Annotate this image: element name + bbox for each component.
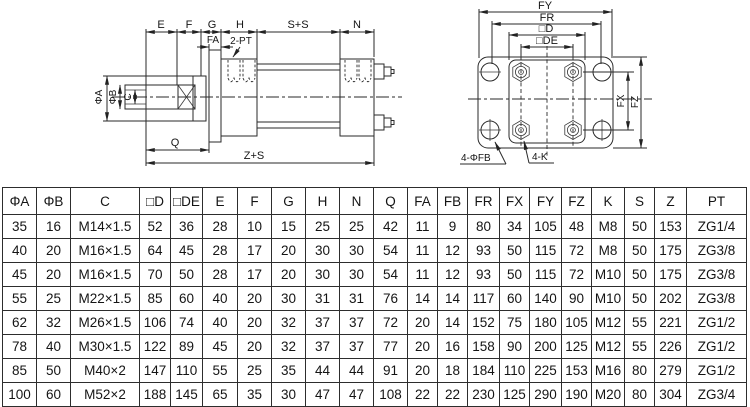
dim-label-phi-b: ΦB (108, 89, 119, 105)
table-cell: 90 (500, 335, 530, 359)
column-header: E (203, 188, 238, 215)
table-cell: 70 (140, 263, 171, 287)
table-cell: 16 (438, 335, 468, 359)
table-cell: 20 (37, 263, 71, 287)
table-cell: 12 (438, 263, 468, 287)
column-header: FY (530, 188, 562, 215)
table-cell: 158 (468, 335, 500, 359)
table-cell: 40 (37, 335, 71, 359)
column-header: FR (468, 188, 500, 215)
front-flange-plate (209, 50, 221, 142)
dim-label-ss: S+S (287, 19, 309, 31)
table-cell: 55 (3, 287, 37, 311)
column-header: FX (500, 188, 530, 215)
table-cell: 93 (468, 239, 500, 263)
table-cell: 32 (272, 311, 306, 335)
column-header: □D (140, 188, 171, 215)
table-cell: 145 (171, 383, 203, 407)
table-cell: 72 (562, 263, 592, 287)
table-cell: 20 (272, 239, 306, 263)
table-row (3, 311, 747, 335)
table-cell: 72 (562, 239, 592, 263)
table-cell: 11 (408, 215, 438, 239)
table-cell: 47 (306, 383, 340, 407)
table-cell: 225 (530, 359, 562, 383)
table-cell: 290 (530, 383, 562, 407)
table-cell: ZG3/4 (687, 383, 747, 407)
table-cell: 47 (340, 383, 374, 407)
table-cell: 18 (438, 359, 468, 383)
table-cell: 108 (374, 383, 408, 407)
table-cell: ZG1/2 (687, 335, 747, 359)
dim-label-d: □D (538, 23, 554, 35)
table-cell: 40 (203, 287, 238, 311)
table-cell: 75 (500, 311, 530, 335)
table-row (3, 335, 747, 359)
table-cell: 122 (140, 335, 171, 359)
table-cell: M22×1.5 (71, 287, 140, 311)
table-cell: M30×1.5 (71, 335, 140, 359)
table-cell: 50 (625, 239, 655, 263)
table-cell: 85 (140, 287, 171, 311)
table-cell: 45 (171, 239, 203, 263)
table-cell: 9 (438, 215, 468, 239)
table-cell: 50 (500, 239, 530, 263)
table-cell: 55 (625, 311, 655, 335)
table-cell: 226 (655, 335, 687, 359)
table-cell: M16×1.5 (71, 239, 140, 263)
table-cell: 14 (408, 287, 438, 311)
table-cell: 20 (408, 335, 438, 359)
corner-holes (479, 63, 611, 141)
column-header: G (272, 188, 306, 215)
table-cell: 74 (171, 311, 203, 335)
table-cell: 140 (530, 287, 562, 311)
table-cell: M12 (592, 311, 625, 335)
table-cell: 90 (562, 287, 592, 311)
table-cell: 25 (238, 359, 272, 383)
cylinder-side-view (94, 19, 402, 166)
column-header: H (306, 188, 340, 215)
table-cell: 40 (3, 239, 37, 263)
table-cell: 45 (203, 335, 238, 359)
fa-dimension (197, 35, 233, 50)
table-cell: M10 (592, 287, 625, 311)
column-header: □DE (171, 188, 203, 215)
table-cell: 117 (468, 287, 500, 311)
table-cell: 20 (272, 263, 306, 287)
dim-label-g: G (207, 19, 217, 31)
table-cell: 50 (625, 215, 655, 239)
dim-label-phi-a: ΦA (94, 89, 105, 105)
table-cell: 25 (306, 215, 340, 239)
table-cell: 35 (238, 383, 272, 407)
table-cell: 55 (625, 335, 655, 359)
table-cell: 44 (306, 359, 340, 383)
table-cell: 100 (3, 383, 37, 407)
table-cell: M8 (592, 215, 625, 239)
table-cell: 40 (203, 311, 238, 335)
table-cell: M14×1.5 (71, 215, 140, 239)
table-cell: M10 (592, 263, 625, 287)
table-cell: 50 (625, 287, 655, 311)
table-cell: 11 (408, 263, 438, 287)
table-cell: 110 (500, 359, 530, 383)
column-header: F (238, 188, 272, 215)
table-cell: 15 (272, 215, 306, 239)
table-cell: 175 (655, 239, 687, 263)
table-cell: ZG3/8 (687, 287, 747, 311)
table-cell: ZG3/8 (687, 263, 747, 287)
table-cell: 80 (625, 383, 655, 407)
table-row (3, 215, 747, 239)
table-cell: 77 (374, 335, 408, 359)
column-header: FZ (562, 188, 592, 215)
table-cell: 22 (438, 383, 468, 407)
bottom-dimensions (146, 136, 374, 166)
table-row (3, 383, 747, 407)
dim-label-fx: FX (616, 94, 627, 108)
table-cell: 221 (655, 311, 687, 335)
table-cell: 20 (408, 311, 438, 335)
table-cell: 80 (468, 215, 500, 239)
table-cell: 106 (140, 311, 171, 335)
dim-label-e: E (157, 19, 165, 31)
table-cell: 202 (655, 287, 687, 311)
table-cell: 62 (3, 311, 37, 335)
dim-label-fa: FA (206, 35, 220, 46)
table-cell: 76 (374, 287, 408, 311)
table-cell: 37 (306, 311, 340, 335)
table-cell: 125 (562, 335, 592, 359)
table-cell: 190 (562, 383, 592, 407)
table-cell: 91 (374, 359, 408, 383)
table-cell: 110 (171, 359, 203, 383)
table-cell: 35 (272, 359, 306, 383)
table-cell: 32 (272, 335, 306, 359)
table-cell: 147 (140, 359, 171, 383)
table-cell: 93 (468, 263, 500, 287)
dim-label-2pt: 2-PT (230, 36, 252, 47)
table-cell: 200 (530, 335, 562, 359)
head-cap (221, 59, 257, 136)
table-cell: 20 (238, 335, 272, 359)
column-header: Z (655, 188, 687, 215)
table-cell: 50 (500, 263, 530, 287)
table-cell: 184 (468, 359, 500, 383)
rear-port (345, 60, 371, 82)
table-cell: ZG1/2 (687, 359, 747, 383)
table-cell: 30 (340, 263, 374, 287)
table-cell: 35 (3, 215, 37, 239)
table-cell: 85 (3, 359, 37, 383)
table-cell: 80 (625, 359, 655, 383)
table-cell: 12 (438, 239, 468, 263)
table-cell: 45 (3, 263, 37, 287)
table-row (3, 239, 747, 263)
table-cell: 60 (500, 287, 530, 311)
column-header: Q (374, 188, 408, 215)
hole-callouts (460, 141, 554, 164)
dim-label-f: F (185, 19, 193, 31)
table-cell: 32 (37, 311, 71, 335)
engineering-drawing (0, 0, 750, 186)
table-cell: 152 (468, 311, 500, 335)
table-cell: 105 (530, 215, 562, 239)
table-cell: M52×2 (71, 383, 140, 407)
dim-label-n: N (353, 19, 361, 31)
table-cell: M16×1.5 (71, 263, 140, 287)
column-header: K (592, 188, 625, 215)
dim-label-c: C (123, 93, 134, 101)
table-cell: 230 (468, 383, 500, 407)
dim-label-fr: FR (539, 12, 555, 24)
table-cell: 20 (37, 239, 71, 263)
table-cell: 180 (530, 311, 562, 335)
table-cell: 22 (408, 383, 438, 407)
column-header: C (71, 188, 140, 215)
table-cell: 37 (340, 335, 374, 359)
table-cell: 31 (340, 287, 374, 311)
table-cell: 48 (562, 215, 592, 239)
label-4-fb: 4-ΦFB (461, 153, 491, 164)
column-header: N (340, 188, 374, 215)
table-cell: 30 (306, 239, 340, 263)
dim-label-h: H (236, 19, 244, 31)
table-row (3, 359, 747, 383)
table-cell: 28 (203, 239, 238, 263)
table-cell: 36 (171, 215, 203, 239)
table-cell: 188 (140, 383, 171, 407)
table-cell: 115 (530, 239, 562, 263)
column-header: S (625, 188, 655, 215)
column-header: FA (408, 188, 438, 215)
table-cell: 28 (203, 215, 238, 239)
table-cell: 14 (438, 311, 468, 335)
label-4-k: 4-K (532, 152, 548, 163)
table-cell: 37 (340, 311, 374, 335)
table-cell: 64 (140, 239, 171, 263)
table-cell: 125 (500, 383, 530, 407)
table-cell: 65 (203, 383, 238, 407)
table-cell: 60 (37, 383, 71, 407)
dim-label-fy: FY (537, 0, 553, 12)
dim-label-q: Q (170, 137, 180, 149)
table-cell: 72 (374, 311, 408, 335)
table-cell: 11 (408, 239, 438, 263)
table-cell: 17 (238, 263, 272, 287)
table-cell: 89 (171, 335, 203, 359)
flange-top-dimensions (479, 0, 612, 64)
dimension-table (2, 187, 747, 407)
table-cell: 105 (562, 311, 592, 335)
table-cell: M26×1.5 (71, 311, 140, 335)
table-cell: 28 (203, 263, 238, 287)
table-cell: 20 (238, 311, 272, 335)
table-cell: 54 (374, 239, 408, 263)
table-cell: 153 (562, 359, 592, 383)
table-cell: 34 (500, 215, 530, 239)
table-cell: 17 (238, 239, 272, 263)
column-header: ΦA (3, 188, 37, 215)
table-cell: 50 (37, 359, 71, 383)
table-cell: 30 (272, 383, 306, 407)
table-cell: 25 (340, 215, 374, 239)
table-cell: 30 (272, 287, 306, 311)
table-cell: 31 (306, 287, 340, 311)
table-cell: 50 (171, 263, 203, 287)
table-cell: 153 (655, 215, 687, 239)
table-cell: 25 (37, 287, 71, 311)
table-cell: M20 (592, 383, 625, 407)
table-cell: M16 (592, 359, 625, 383)
table-cell: 37 (306, 335, 340, 359)
table-cell: 60 (171, 287, 203, 311)
table-cell: M8 (592, 239, 625, 263)
flange-front-view (460, 0, 652, 164)
cylinder-tube (257, 64, 340, 128)
header-row (3, 188, 747, 215)
table-row (3, 263, 747, 287)
dim-label-zs: Z+S (243, 150, 265, 162)
table-cell: 54 (374, 263, 408, 287)
head-port (228, 60, 255, 82)
table-cell: 20 (408, 359, 438, 383)
table-cell: 20 (238, 287, 272, 311)
table-cell: 55 (203, 359, 238, 383)
table-cell: ZG1/2 (687, 311, 747, 335)
table-cell: 50 (625, 263, 655, 287)
table-cell: M40×2 (71, 359, 140, 383)
dim-label-fz: FZ (630, 95, 641, 109)
dim-label-de: □DE (536, 35, 558, 47)
table-cell: 44 (340, 359, 374, 383)
column-header: FB (438, 188, 468, 215)
port-callout (230, 36, 252, 57)
table-cell: 304 (655, 383, 687, 407)
table-cell: 175 (655, 263, 687, 287)
table-cell: 14 (438, 287, 468, 311)
table-cell: ZG3/8 (687, 239, 747, 263)
column-header: ΦB (37, 188, 71, 215)
table-cell: 279 (655, 359, 687, 383)
table-cell: 42 (374, 215, 408, 239)
table-cell: 52 (140, 215, 171, 239)
table-cell: 30 (340, 239, 374, 263)
table-cell: 78 (3, 335, 37, 359)
table-cell: 16 (37, 215, 71, 239)
table-cell: M12 (592, 335, 625, 359)
table-row (3, 287, 747, 311)
column-header: PT (687, 188, 747, 215)
table-cell: 115 (530, 263, 562, 287)
table-cell: 10 (238, 215, 272, 239)
table-cell: ZG1/4 (687, 215, 747, 239)
table-cell: 30 (306, 263, 340, 287)
